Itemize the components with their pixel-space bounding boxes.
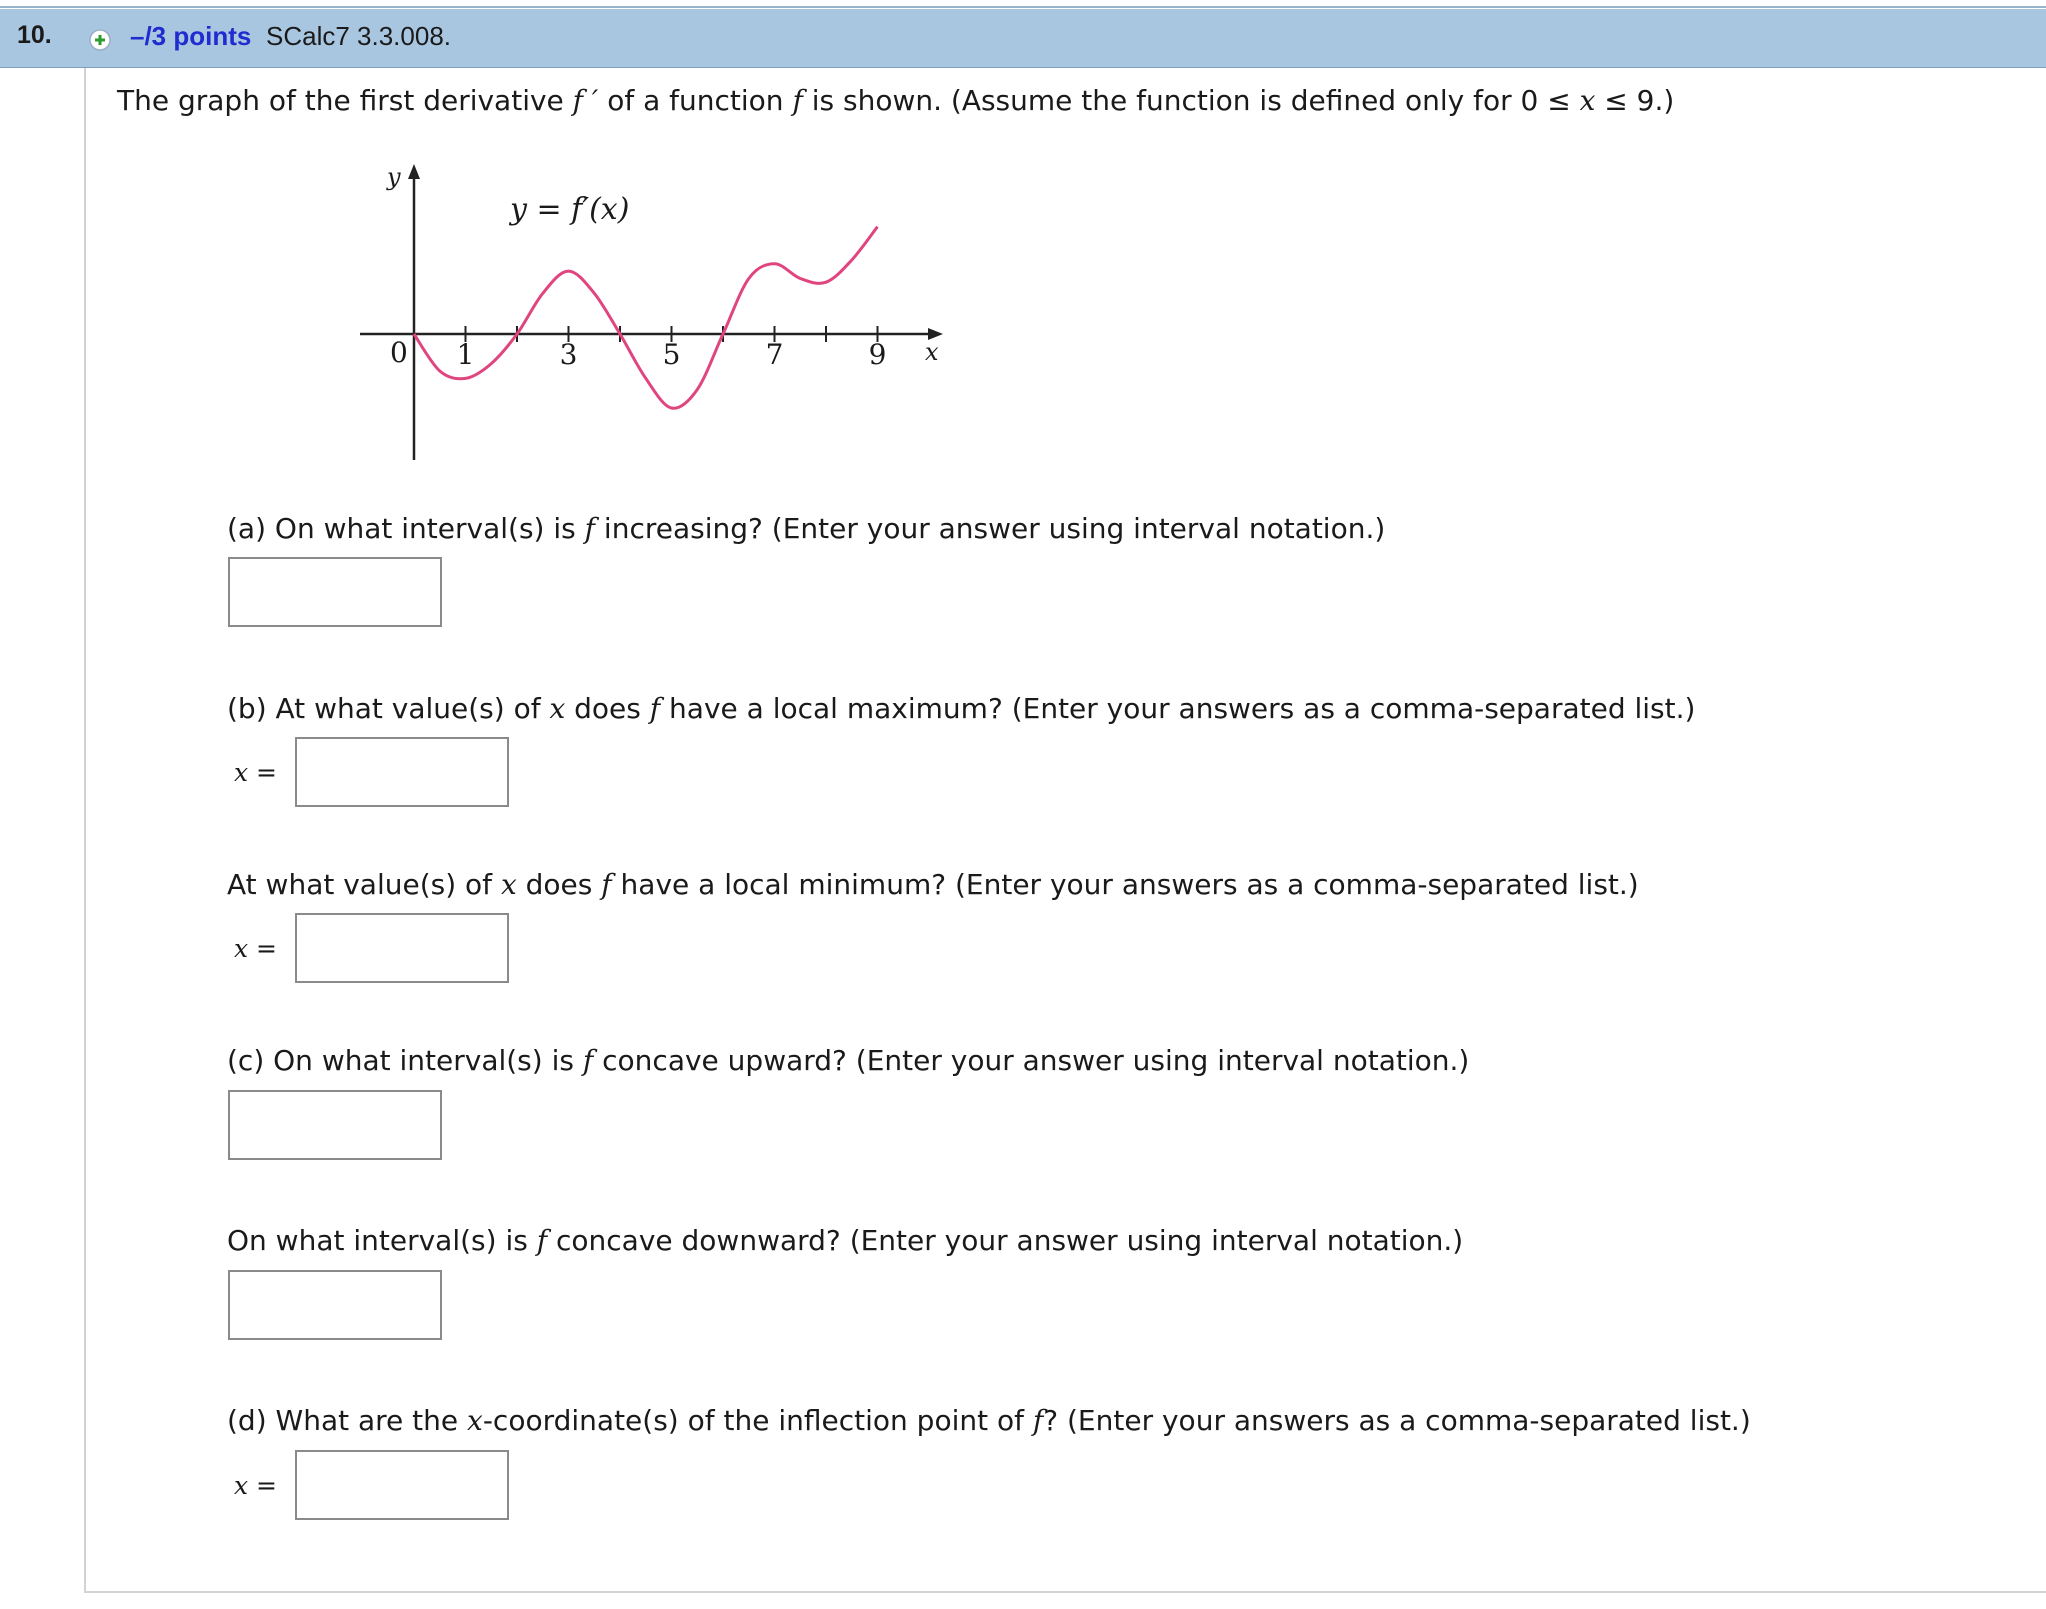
x-axis-label: x xyxy=(925,338,939,366)
question-number: 10. xyxy=(17,21,52,49)
expand-plus-icon[interactable] xyxy=(89,29,111,51)
top-rule xyxy=(0,6,2046,8)
question-c-up-text: (c) On what interval(s) is f concave upward? (Enter your answer using interval notation.) xyxy=(227,1044,1470,1077)
graph-axes xyxy=(360,164,943,460)
y-axis-label: y xyxy=(387,163,401,191)
x-tick-label: 1 xyxy=(456,338,475,371)
answer-b-min-label: x = xyxy=(234,934,278,963)
answer-b-max-label: x = xyxy=(234,758,278,787)
x-tick-label: 7 xyxy=(765,338,784,371)
x-tick-label: 9 xyxy=(868,338,887,371)
fprime-curve xyxy=(414,227,878,409)
answer-d-input[interactable] xyxy=(295,1450,509,1520)
points-link[interactable]: –/3 points xyxy=(130,21,252,51)
question-reference: SCalc7 3.3.008. xyxy=(266,21,452,51)
answer-d-label: x = xyxy=(234,1471,278,1500)
graph-title: y = f′(x) xyxy=(510,192,630,227)
answer-c-up-input[interactable] xyxy=(228,1090,442,1160)
answer-b-max-input[interactable] xyxy=(295,737,509,807)
answer-b-min-input[interactable] xyxy=(295,913,509,983)
question-c-down-text: On what interval(s) is f concave downward? (Enter your answer using interval notation.) xyxy=(227,1224,1464,1257)
question-b-max-text: (b) At what value(s) of x does f have a local maximum? (Enter your answers as a comma-separated list.) xyxy=(227,692,1696,725)
derivative-graph xyxy=(350,160,950,470)
x-tick-label: 5 xyxy=(662,338,681,371)
question-a-text: (a) On what interval(s) is f increasing? (Enter your answer using interval notation.) xyxy=(227,512,1386,545)
x-tick-label: 3 xyxy=(559,338,578,371)
y-axis-arrowhead xyxy=(408,164,420,179)
answer-a-input[interactable] xyxy=(228,557,442,627)
question-b-min-text: At what value(s) of x does f have a local minimum? (Enter your answers as a comma-separated list.) xyxy=(227,868,1639,901)
question-d-text: (d) What are the x-coordinate(s) of the inflection point of f? (Enter your answers as a comma-separated list.) xyxy=(227,1404,1751,1437)
answer-c-down-input[interactable] xyxy=(228,1270,442,1340)
origin-label: 0 xyxy=(390,336,408,369)
question-header xyxy=(0,9,2046,68)
question-prompt: The graph of the first derivative f ′ of a function f is shown. (Assume the function is defined only for 0 ≤ x ≤ 9.) xyxy=(117,84,1675,117)
